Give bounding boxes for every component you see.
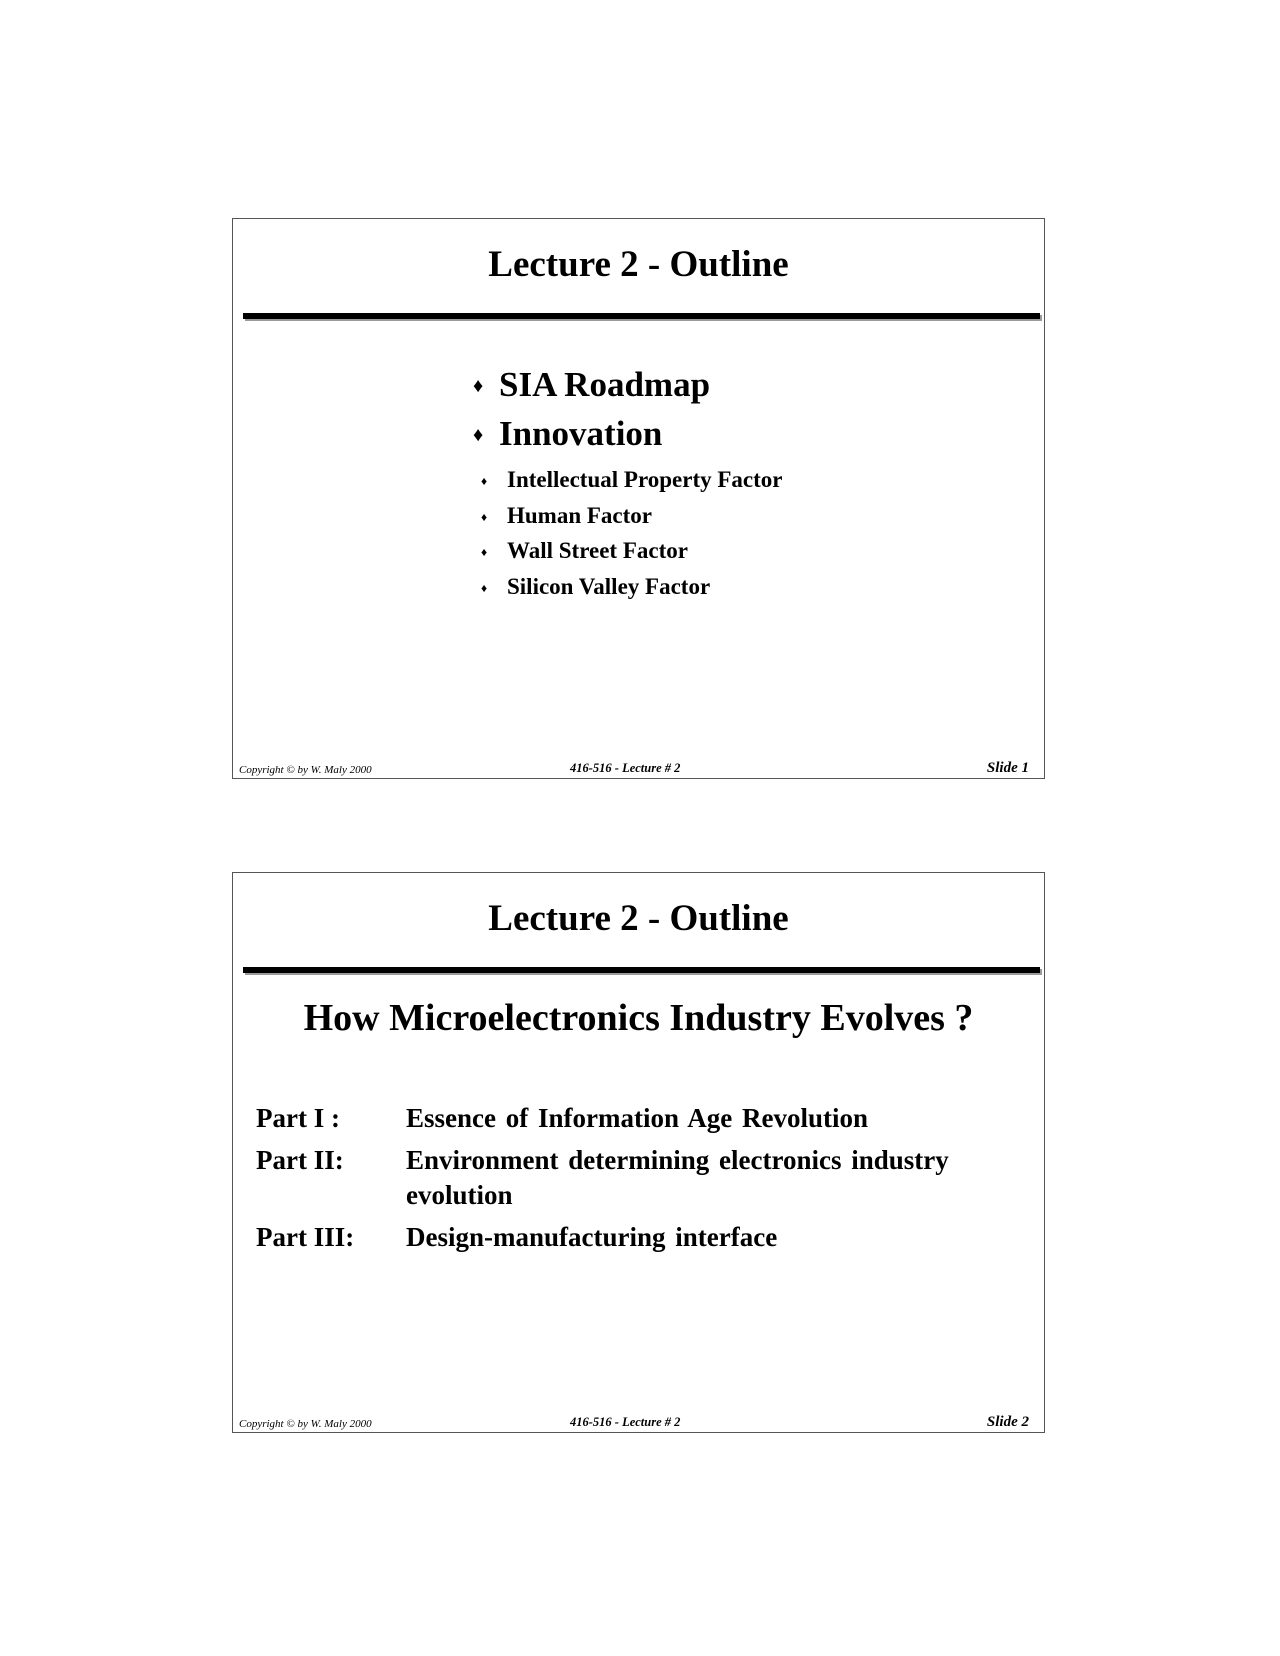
sub-bullet-list bbox=[481, 462, 782, 604]
bullet-text: Innovation bbox=[499, 414, 663, 453]
footer-slide-number: Slide 1 bbox=[986, 760, 1029, 776]
bullet-item bbox=[473, 413, 782, 455]
sub-bullet-item bbox=[481, 569, 782, 605]
part-description: Essence of Information Age Revolution bbox=[406, 1103, 868, 1133]
sub-bullet-text: Wall Street Factor bbox=[507, 538, 688, 563]
part-label: Part II: bbox=[256, 1145, 344, 1175]
sub-bullet-text: Silicon Valley Factor bbox=[507, 573, 711, 599]
slide-1 bbox=[232, 218, 1045, 779]
slide-title: Lecture 2 - Outline bbox=[488, 244, 789, 285]
slide-headline: How Microelectronics Industry Evolves ? bbox=[303, 997, 974, 1039]
footer-course: 416-516 - Lecture # 2 bbox=[570, 761, 681, 775]
footer-copyright: Copyright © by W. Maly 2000 bbox=[239, 1418, 372, 1430]
diamond-bullet-icon: ♦ bbox=[481, 474, 488, 488]
footer-copyright: Copyright © by W. Maly 2000 bbox=[239, 764, 372, 776]
part-row bbox=[256, 1101, 1016, 1136]
diamond-bullet-icon: ♦ bbox=[481, 509, 488, 524]
slide-2 bbox=[232, 872, 1045, 1433]
footer-course: 416-516 - Lecture # 2 bbox=[570, 1415, 681, 1429]
diamond-bullet-icon: ♦ bbox=[481, 545, 488, 559]
part-row bbox=[256, 1143, 1016, 1213]
diamond-bullet-icon: ♦ bbox=[473, 424, 484, 446]
title-divider bbox=[243, 967, 1040, 973]
sub-bullet-group bbox=[473, 462, 782, 604]
part-label: Part III: bbox=[256, 1222, 355, 1252]
sub-bullet-item bbox=[481, 533, 782, 569]
part-description: Environment determining electronics industry evolution bbox=[406, 1145, 949, 1210]
title-divider bbox=[243, 313, 1040, 319]
part-description: Design-manufacturing interface bbox=[406, 1222, 778, 1252]
diamond-bullet-icon: ♦ bbox=[473, 375, 484, 397]
diamond-bullet-icon: ♦ bbox=[481, 580, 488, 595]
sub-bullet-text: Intellectual Property Factor bbox=[507, 467, 783, 492]
sub-bullet-item bbox=[481, 462, 782, 498]
sub-bullet-text: Human Factor bbox=[507, 502, 653, 528]
sub-bullet-item bbox=[481, 498, 782, 534]
bullet-text: SIA Roadmap bbox=[499, 365, 711, 404]
part-label: Part I : bbox=[256, 1103, 340, 1133]
slide-title: Lecture 2 - Outline bbox=[488, 898, 789, 939]
parts-list bbox=[256, 1101, 1016, 1262]
footer-slide-number: Slide 2 bbox=[986, 1414, 1029, 1430]
bullet-item bbox=[473, 364, 782, 406]
bullet-list bbox=[473, 364, 782, 604]
part-row bbox=[256, 1220, 1016, 1255]
